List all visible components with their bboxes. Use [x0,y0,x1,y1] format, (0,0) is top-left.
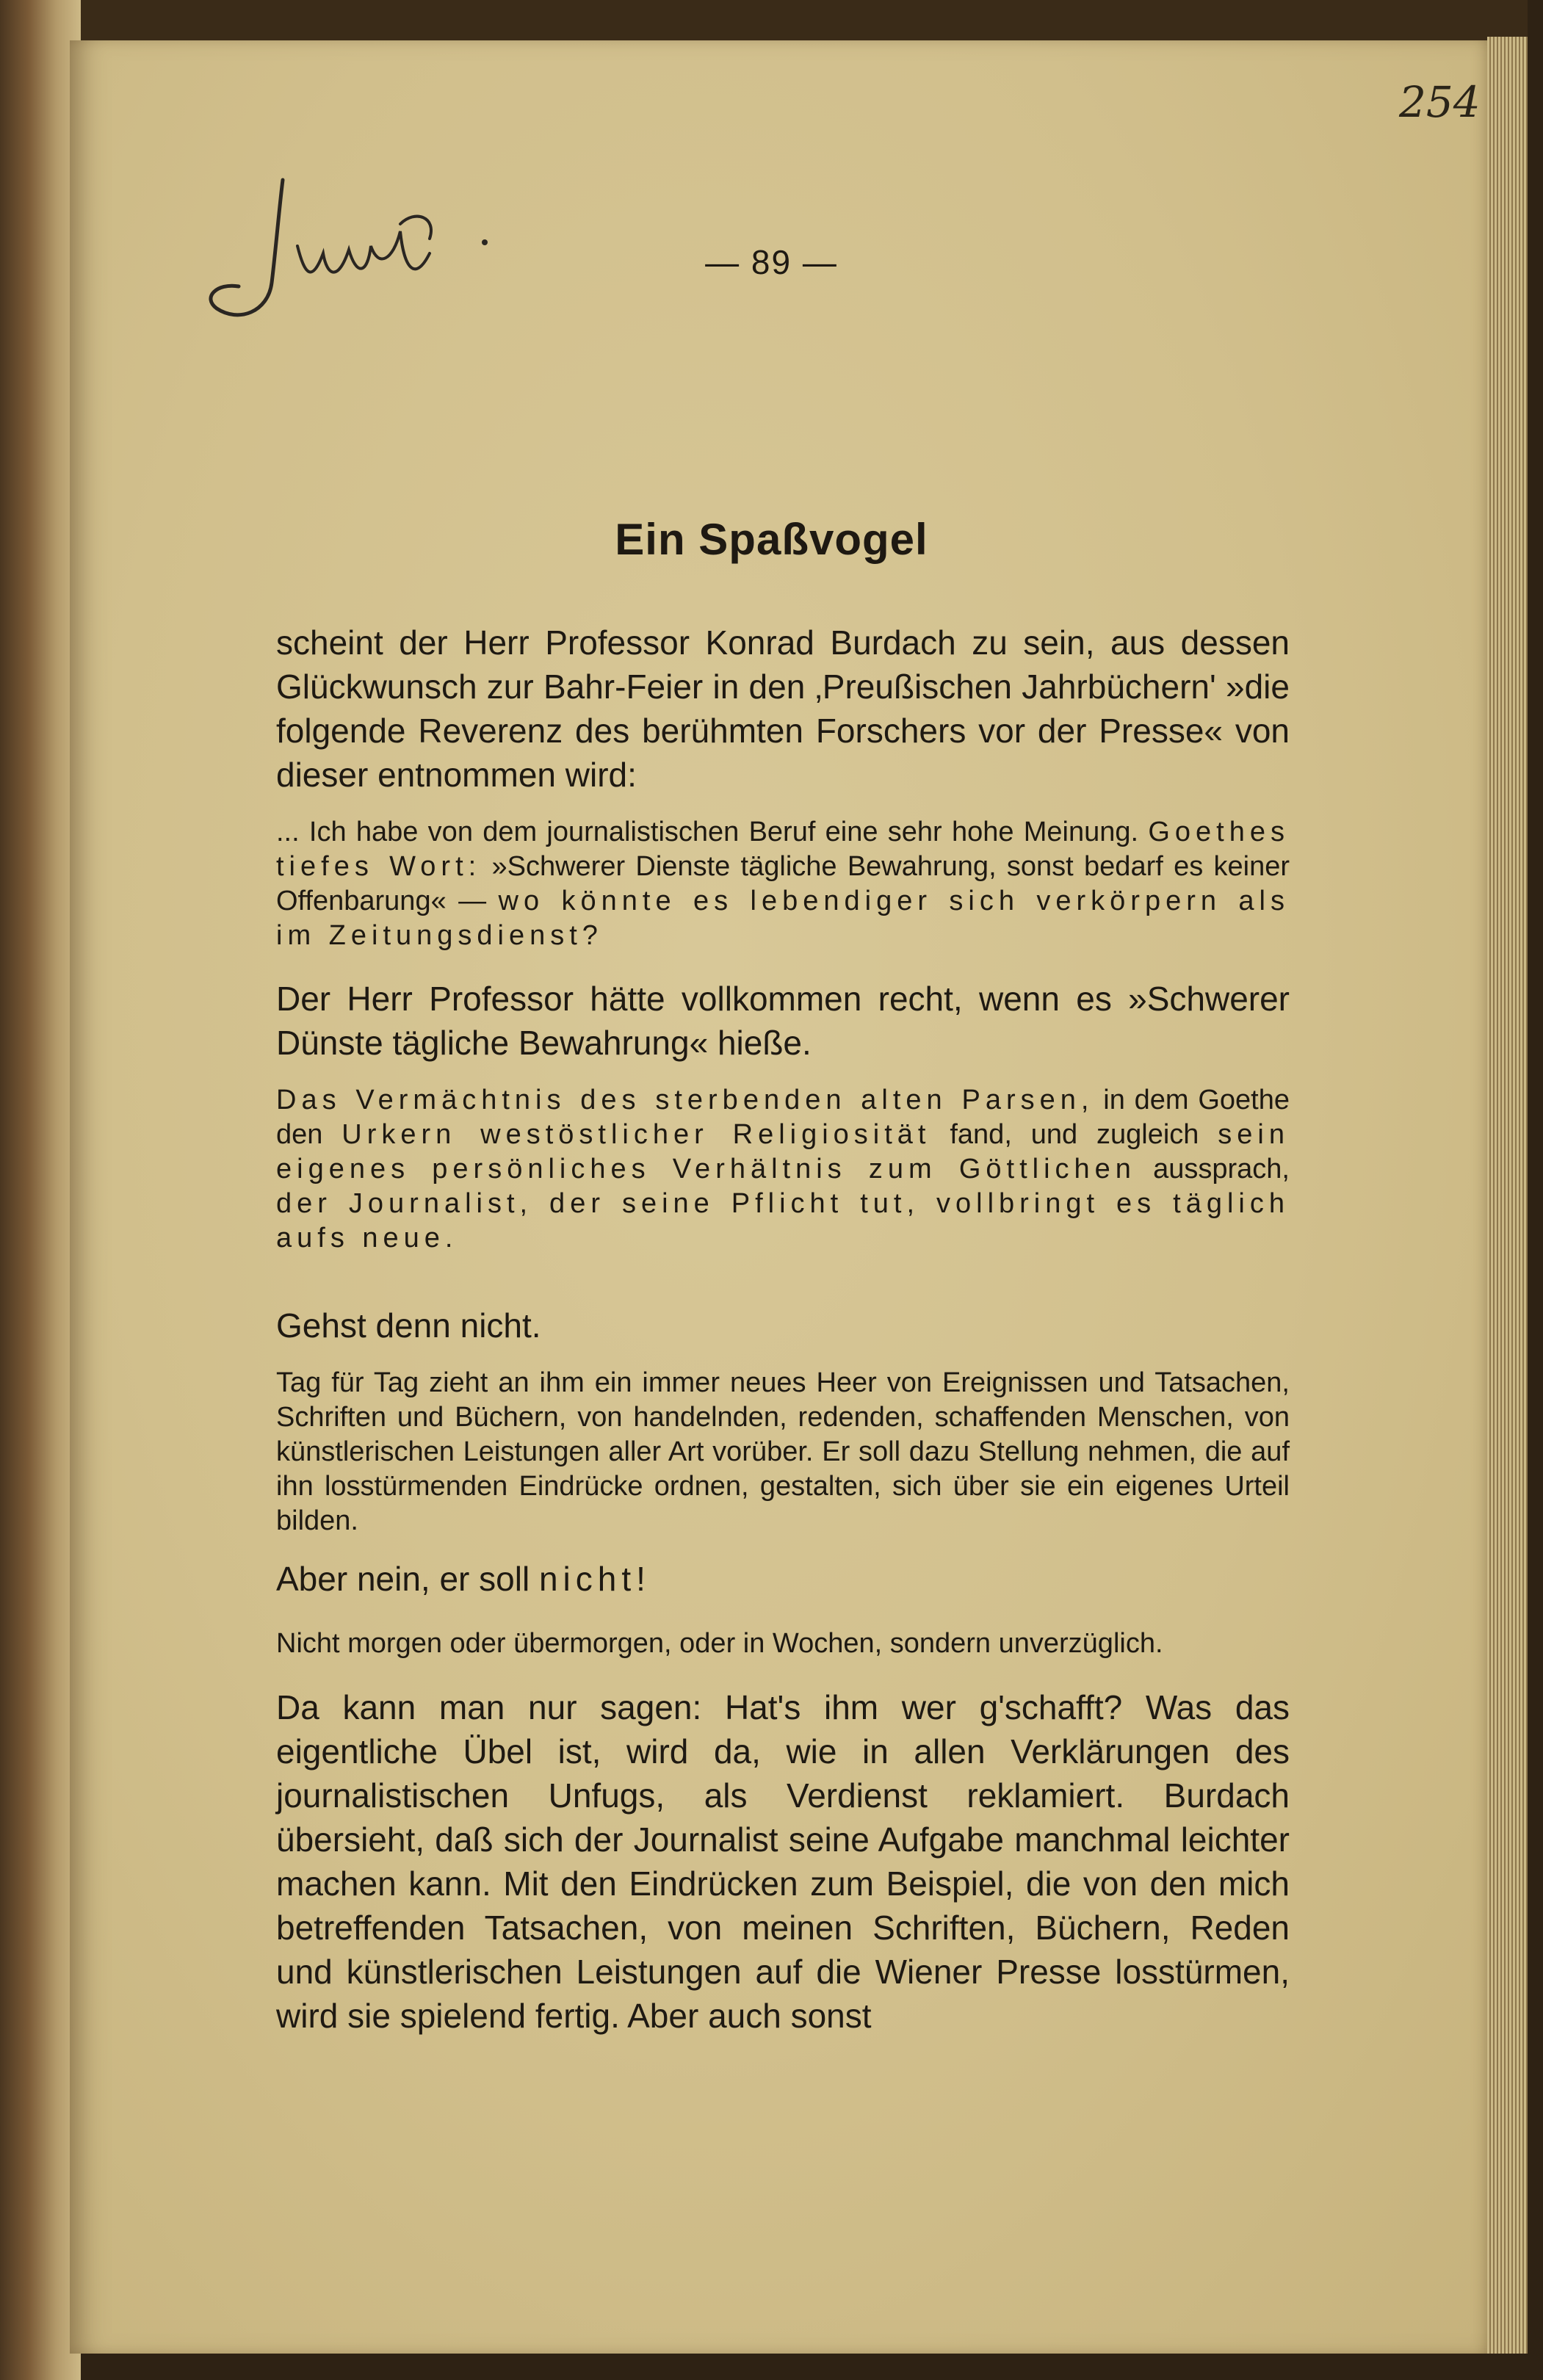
quote-2 [276,1083,1290,1256]
quote-2-text-d: fand, und zugleich [931,1119,1218,1150]
quote-3-text: Tag für Tag zieht an ihm ein immer neues Heer von Ereignissen und Tatsachen, Schriften und Büchern, von handelnden, redenden, schaffenden Menschen, von künstlerischen Leistungen aller Art vorüber. Er soll dazu Stellung nehmen, die auf ihn losstürmenden Eindrücke ordnen, gestalten, sich über sie ein eigenes Urteil bilden. [276,1367,1290,1536]
response-3 [276,1557,1290,1601]
quote-block-3 [276,1366,1290,1538]
page-number: — 89 — [705,243,838,281]
closing-paragraph [276,1685,1290,2038]
section-title: Ein Spaßvogel [615,515,928,564]
quote-2-text-b: in dem Goethe den [276,1085,1290,1150]
quote-4-text: Nicht morgen oder übermorgen, oder in Wochen, sondern unverzüglich. [276,1628,1163,1659]
folio-number: 254 [1399,77,1481,127]
response-2 [276,1303,1290,1348]
quote-1-spaced-b: Goethes tiefes Wort: [276,817,1290,882]
quote-1-text-c: »Schwerer Dienste tägliche Bewahrung, sonst bedarf es keiner Offenbarung« — [276,851,1290,916]
response-3-text [276,1557,1290,1601]
response-1-text: Der Herr Professor hätte vollkommen recht, wenn es »Schwerer Dünste tägliche Bewahrung« hieße. [276,980,1290,1062]
response-2-text: Gehst denn nicht. [276,1306,541,1345]
book-spine [0,0,81,2380]
quote-block-2 [276,1083,1290,1256]
quote-1-text-a: ... Ich habe von dem journalistischen Beruf eine sehr hohe Meinung. [276,817,1149,847]
quote-2-text-f: aussprach, [1135,1154,1290,1184]
quote-1-spaced-d: wo könnte es lebendiger sich verkörpern als im Zeitungsdienst? [276,886,1290,951]
quote-block-1 [276,815,1290,953]
scan-background-bottom [81,2354,1528,2380]
intro-paragraph [276,621,1290,797]
intro-text: scheint der Herr Professor Konrad Burdach zu sein, aus dessen Glückwunsch zur Bahr-Feier in den ‚Preußischen Jahrbüchern' »die folgende Reverenz des berühmten Forschers vor der Presse« von dieser entnommen wird: [276,623,1290,794]
quote-2-spaced-e: sein eigenes persönliches Verhältnis zum Göttlichen [276,1119,1290,1184]
quote-2-spaced-g: der Journalist, der seine Pflicht tut, vollbringt es täglich aufs neue. [276,1188,1290,1254]
page-edges [1487,37,1528,2361]
quote-block-4 [276,1627,1290,1661]
quote-2-spaced-a: Das Vermächtnis des sterbenden alten Parsen, [276,1085,1094,1115]
closing-text: Da kann man nur sagen: Hat's ihm wer g'schafft? Was das eigentliche Übel ist, wird da, wie in allen Verklärungen des journalistischen Unfugs, als Verdienst reklamiert. Burdach übersieht, daß sich der Journalist seine Aufgabe manchmal leichter machen kann. Mit den Eindrücken zum Beispiel, die von den mich betreffenden Tatsachen, von meinen Schriften, Büchern, Reden und künstlerischen Leistungen auf die Wiener Presse losstürmen, wird sie spielend fertig. Aber auch sonst [276,1688,1290,2035]
scan-background-right [1528,0,1543,2380]
quote-2-spaced-c: Urkern westöstlicher Religiosität [342,1119,931,1150]
response-3-spaced-b: nicht! [538,1560,651,1598]
response-3-text-a: Aber nein, er soll [276,1560,539,1598]
quote-1 [276,815,1290,953]
response-1 [276,977,1290,1065]
scan-background-top [81,0,1528,40]
